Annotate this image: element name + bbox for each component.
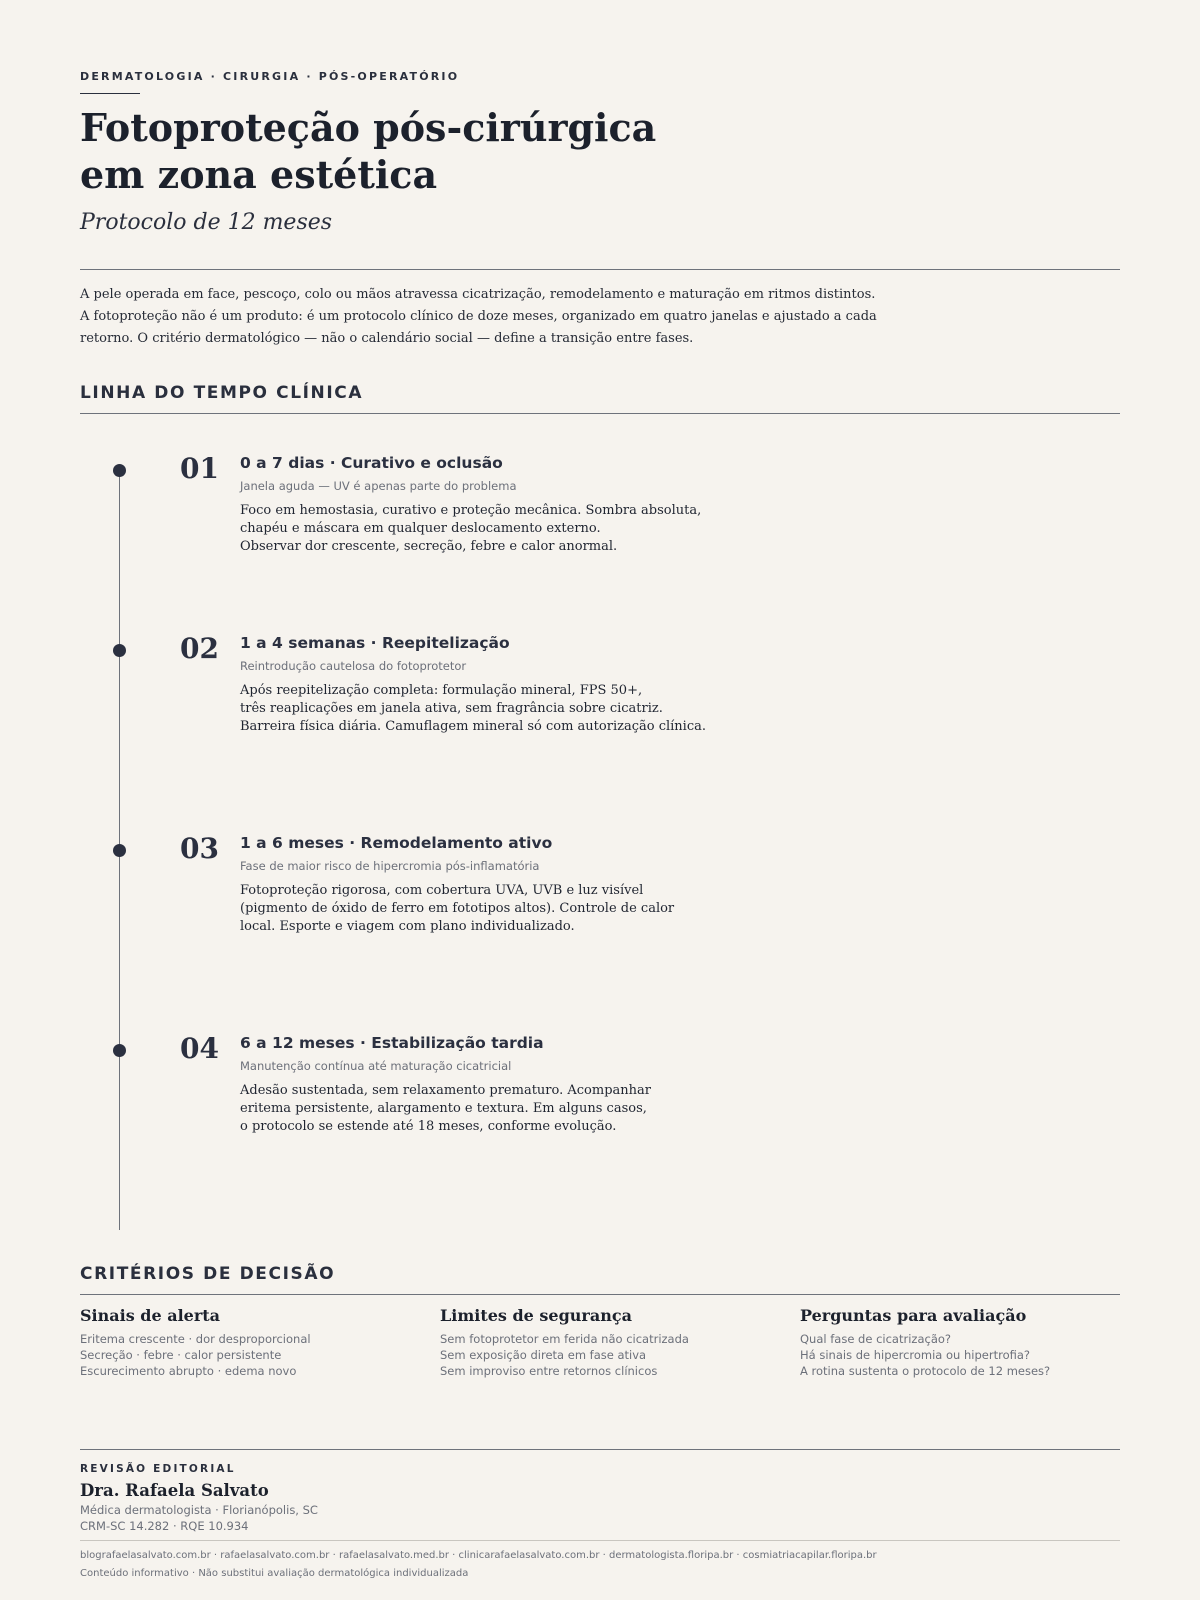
phase-body-line: Barreira física diária. Camuflagem mineral só com autorização clínica.: [240, 719, 706, 734]
title-line-2: em zona estética: [80, 152, 438, 197]
phase-body-line: (pigmento de óxido de ferro em fototipos altos). Controle de calor: [240, 901, 675, 916]
phase-body: [240, 882, 800, 936]
kicker-rule: [80, 93, 140, 94]
review-label: REVISÃO EDITORIAL: [80, 1463, 236, 1475]
phase-number: 03: [180, 832, 219, 865]
phase-body-line: Fotoproteção rigorosa, com cobertura UVA, UVB e luz visível: [240, 883, 644, 898]
timeline-phase-2: [80, 632, 1120, 752]
criteria-column-title: Perguntas para avaliação: [800, 1306, 1027, 1325]
timeline-dot: [113, 644, 126, 657]
phase-body-line: local. Esporte e viagem com plano individualizado.: [240, 919, 575, 934]
criteria-item: Sem improviso entre retornos clínicos: [440, 1364, 658, 1378]
criteria-column-questions: [800, 1306, 1140, 1379]
intro-line: A fotoproteção não é um produto: é um protocolo clínico de doze meses, organizado em quatro janelas e ajustado a cada: [80, 309, 877, 324]
phase-body-line: três reaplicações em janela ativa, sem fragrância sobre cicatriz.: [240, 701, 663, 716]
phase-subheading: Janela aguda — UV é apenas parte do problema: [240, 479, 517, 493]
phase-heading: 6 a 12 meses · Estabilização tardia: [240, 1034, 544, 1052]
criteria-section-title: CRITÉRIOS DE DECISÃO: [80, 1264, 336, 1284]
criteria-item: Escurecimento abrupto · edema novo: [80, 1364, 297, 1378]
criteria-divider: [80, 1294, 1120, 1295]
phase-body-line: Após reepitelização completa: formulação mineral, FPS 50+,: [240, 683, 643, 698]
phase-body: [240, 682, 800, 736]
author-role: Médica dermatologista · Florianópolis, SC: [80, 1503, 318, 1517]
criteria-item: A rotina sustenta o protocolo de 12 meses?: [800, 1364, 1051, 1378]
title-line-1: Fotoproteção pós-cirúrgica: [80, 105, 657, 150]
footer-disclaimer: Conteúdo informativo · Não substitui avaliação dermatológica individualizada: [80, 1568, 469, 1579]
timeline-dot: [113, 1044, 126, 1057]
timeline-phase-3: [80, 832, 1120, 952]
phase-heading: 0 a 7 dias · Curativo e oclusão: [240, 454, 503, 472]
intro-line: A pele operada em face, pescoço, colo ou mãos atravessa cicatrização, remodelamento e maturação em ritmos distintos.: [80, 287, 876, 302]
phase-body: [240, 502, 800, 556]
timeline-phase-1: [80, 452, 1120, 572]
phase-number: 02: [180, 632, 219, 665]
document-page: [80, 0, 1120, 1600]
criteria-item: Qual fase de cicatrização?: [800, 1332, 951, 1346]
page-title: [80, 104, 656, 198]
criteria-column-safety: [440, 1306, 780, 1379]
footer-divider: [80, 1540, 1120, 1541]
page-subtitle: Protocolo de 12 meses: [80, 210, 333, 235]
criteria-item: Há sinais de hipercromia ou hipertrofia?: [800, 1348, 1030, 1362]
phase-body-line: Adesão sustentada, sem relaxamento prematuro. Acompanhar: [240, 1083, 651, 1098]
intro-line: retorno. O critério dermatológico — não o calendário social — define a transição entre fases.: [80, 331, 694, 346]
criteria-item: Sem exposição direta em fase ativa: [440, 1348, 647, 1362]
criteria-list: [440, 1331, 780, 1379]
phase-heading: 1 a 4 semanas · Reepitelização: [240, 634, 510, 652]
phase-subheading: Reintrodução cautelosa do fotoprotetor: [240, 659, 467, 673]
author-name: Dra. Rafaela Salvato: [80, 1481, 269, 1500]
phase-body-line: Observar dor crescente, secreção, febre e calor anormal.: [240, 539, 618, 554]
criteria-item: Sem fotoprotetor em ferida não cicatrizada: [440, 1332, 689, 1346]
kicker: DERMATOLOGIA · CIRURGIA · PÓS-OPERATÓRIO: [80, 70, 460, 83]
criteria-item: Eritema crescente · dor desproporcional: [80, 1332, 311, 1346]
criteria-list: [80, 1331, 420, 1379]
header-divider: [80, 269, 1120, 270]
intro-paragraph: [80, 284, 910, 350]
phase-body: [240, 1082, 800, 1136]
phase-subheading: Manutenção contínua até maturação cicatricial: [240, 1059, 512, 1073]
criteria-item: Secreção · febre · calor persistente: [80, 1348, 282, 1362]
criteria-column-title: Sinais de alerta: [80, 1306, 221, 1325]
timeline-divider: [80, 413, 1120, 414]
phase-subheading: Fase de maior risco de hipercromia pós-inflamatória: [240, 859, 540, 873]
phase-heading: 1 a 6 meses · Remodelamento ativo: [240, 834, 553, 852]
author-registry: CRM-SC 14.282 · RQE 10.934: [80, 1519, 249, 1533]
phase-body-line: o protocolo se estende até 18 meses, conforme evolução.: [240, 1119, 617, 1134]
phase-number: 01: [180, 452, 219, 485]
criteria-column-alerts: [80, 1306, 420, 1379]
phase-body-line: Foco em hemostasia, curativo e proteção mecânica. Sombra absoluta,: [240, 503, 702, 518]
timeline-section-title: LINHA DO TEMPO CLÍNICA: [80, 383, 364, 403]
phase-number: 04: [180, 1032, 219, 1065]
phase-body-line: eritema persistente, alargamento e textura. Em alguns casos,: [240, 1101, 647, 1116]
criteria-list: [800, 1331, 1140, 1379]
phase-body-line: chapéu e máscara em qualquer deslocamento externo.: [240, 521, 601, 536]
criteria-column-title: Limites de segurança: [440, 1306, 632, 1325]
timeline-phase-4: [80, 1032, 1120, 1152]
footer-links: blografaelasalvato.com.br · rafaelasalvato.com.br · rafaelasalvato.med.br · clinicarafaelasalvato.com.br · dermatologista.floripa.br · cosmiatriacapilar.floripa.br: [80, 1550, 877, 1561]
timeline-dot: [113, 844, 126, 857]
review-divider: [80, 1449, 1120, 1450]
timeline-dot: [113, 464, 126, 477]
